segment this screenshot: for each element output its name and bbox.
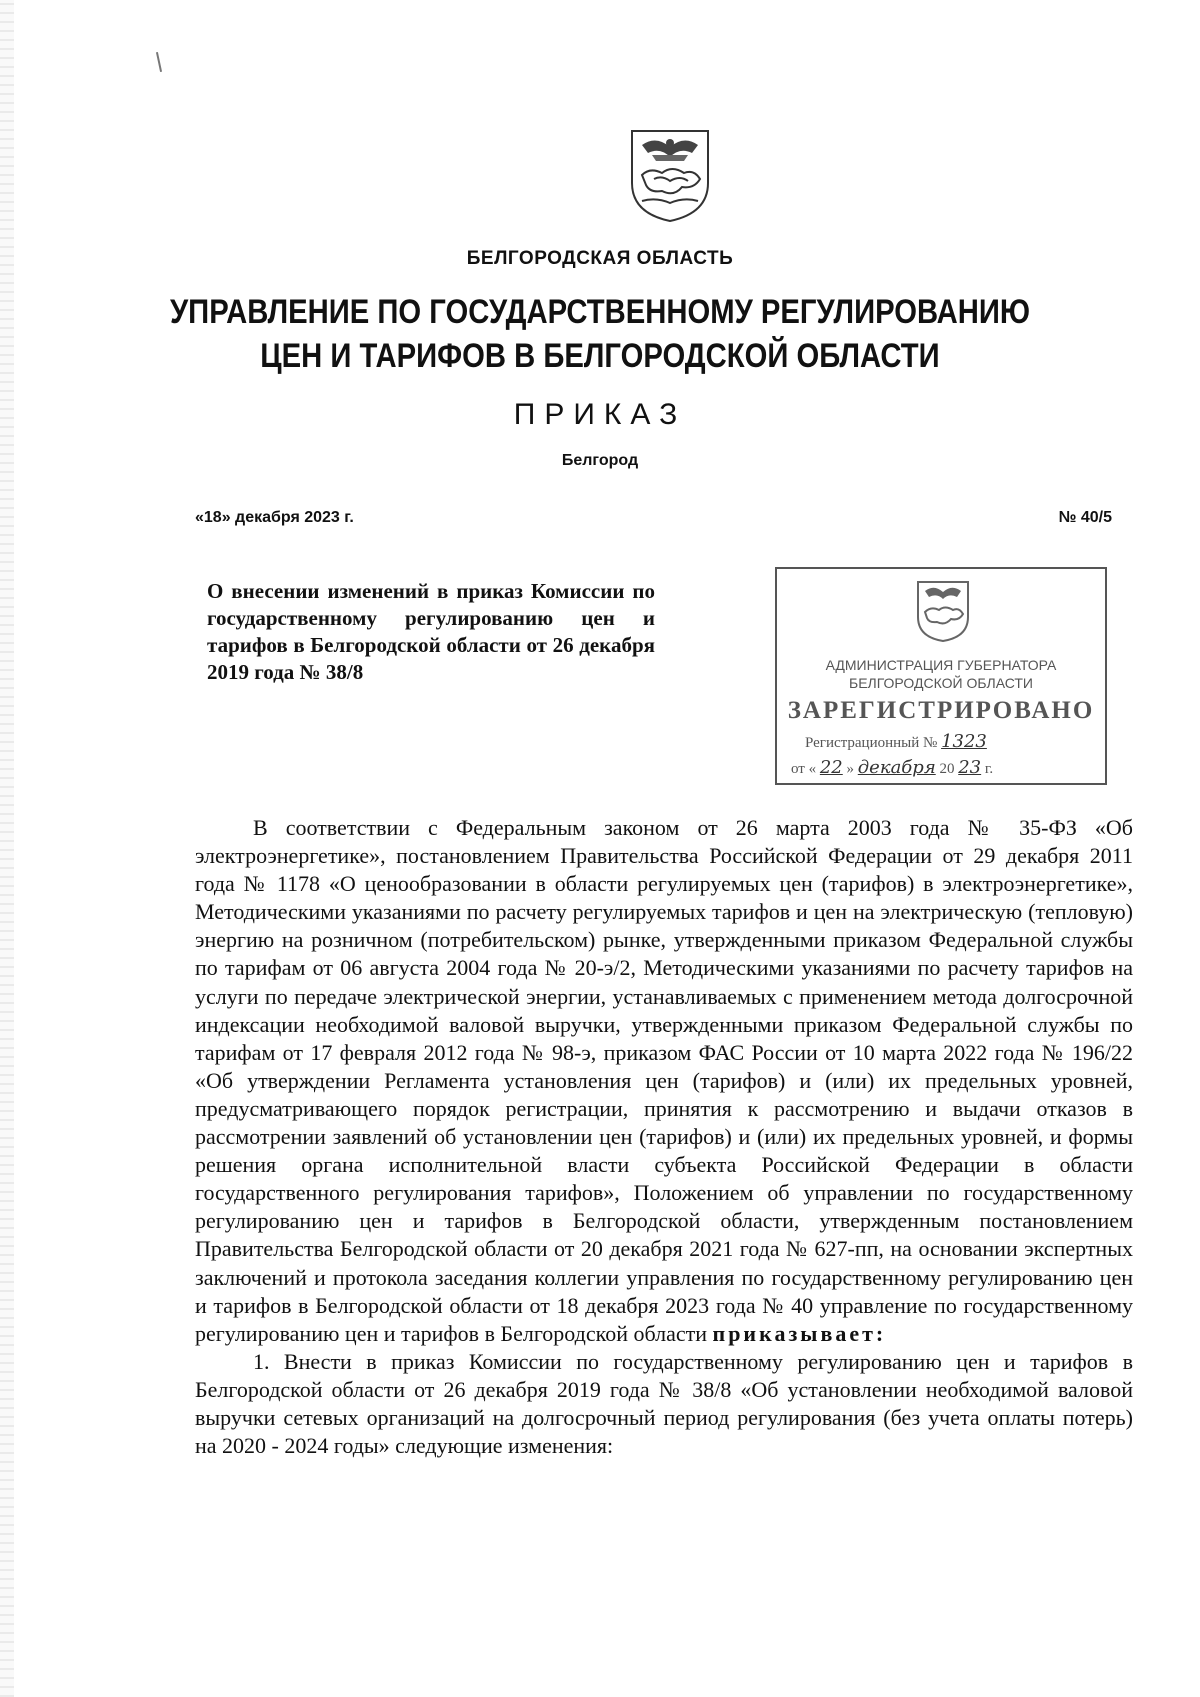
order-date: «18» декабря 2023 г. [195, 509, 354, 526]
document-type: ПРИКАЗ [513, 398, 687, 431]
preamble-text: В соответствии с Федеральным законом от 26 марта 2003 года № 35-ФЗ «Об электроэнергетике», постановлением Правительства Российской Федерации от 29 декабря 2011 года № 1178 «О ценообразовании в области регулируемых цен (тарифов) в электроэнергетике», Методическими указаниями по расчету регулируемых тарифов и цен на электрическую (тепловую) энергию на розничном (потребительском) рынке, утвержденными приказом Федеральной службы по тарифам от 06 августа 2004 года № 20-э/2, Методическими указаниями по расчету тарифов на услуги по передаче электрической энергии, устанавливаемых с применением метода долгосрочной индексации необходимой валовой выручки, утвержденными приказом Федеральной службы по тарифам от 17 февраля 2012 года № 98-э, приказом ФАС России от 10 марта 2022 года № 196/22 «Об утверждении Регламента установления цен (тарифов) и (или) их предельных уровней, предусматривающего порядок регистрации, принятия к рассмотрению и выдачи отказов в рассмотрении заявлений об установлении цен (тарифов) и (или) их предельных уровней, и формы решения органа исполнительной власти субъекта Российской Федерации в области государственного регулирования тарифов», Положением об управлении по государственному регулированию цен и тарифов в Белгородской области, утвержденным постановлением Правительства Белгородской области от 20 декабря 2021 года № 627-пп, на основании экспертных заключений и протокола заседания коллегии управления по государственному регулированию цен и тарифов в Белгородской области от 18 декабря 2023 года № 40 управление по государственному регулированию цен и тарифов в Белгородской области [195, 815, 1133, 1346]
stamp-org-line2: БЕЛГОРОДСКОЙ ОБЛАСТИ [849, 675, 1033, 691]
city-name: Белгород [561, 452, 639, 469]
stamp-year-suffix: г. [984, 761, 994, 777]
stamp-year-handwritten: 23 [958, 757, 982, 778]
order-subject: О внесении изменений в приказ Комиссии по государственному регулированию цен и тарифов в Белгородской области от 26 декабря 2019 года № 38/8 [207, 579, 655, 684]
agency-name-line1: УПРАВЛЕНИЕ ПО ГОСУДАРСТВЕННОМУ РЕГУЛИРОВАНИЮ [169, 293, 1031, 331]
scan-mark [156, 52, 162, 72]
stamp-day-handwritten: 22 [819, 757, 843, 778]
stamp-date-prefix: от « [791, 761, 817, 777]
stamp-date [791, 757, 993, 778]
agency-name [84, 290, 1116, 378]
order-body [195, 814, 1133, 1460]
order-number: № 40/5 [1058, 509, 1112, 526]
stamp-title: ЗАРЕГИСТРИРОВАНО [787, 697, 1095, 724]
coat-of-arms-emblem [628, 127, 712, 223]
stamp-registration-number [805, 731, 987, 752]
stamp-reg-label: Регистрационный № [805, 735, 938, 751]
stamp-org-line1: АДМИНИСТРАЦИЯ ГУБЕРНАТОРА [825, 657, 1057, 673]
stamp-reg-number-handwritten: 1323 [941, 731, 987, 752]
region-name: БЕЛГОРОДСКАЯ ОБЛАСТЬ [466, 248, 734, 269]
stamp-year-prefix: 20 [939, 761, 955, 777]
agency-name-line2: ЦЕН И ТАРИФОВ В БЕЛГОРОДСКОЙ ОБЛАСТИ [260, 337, 940, 375]
registration-stamp [775, 567, 1107, 785]
stamp-emblem-icon [915, 579, 971, 643]
preamble-paragraph [195, 814, 1133, 1348]
clause-1-paragraph: 1. Внести в приказ Комиссии по государственному регулированию цен и тарифов в Белгородской области от 26 декабря 2019 года № 38/8 «Об установлении необходимой валовой выручки сетевых организаций на долгосрочный период регулирования (без учета оплаты потерь) на 2020 - 2024 годы» следующие изменения: [195, 1348, 1133, 1459]
stamp-date-mid: » [846, 761, 855, 777]
stamp-month-handwritten: декабря [857, 757, 936, 778]
decree-word: приказывает: [712, 1320, 887, 1346]
